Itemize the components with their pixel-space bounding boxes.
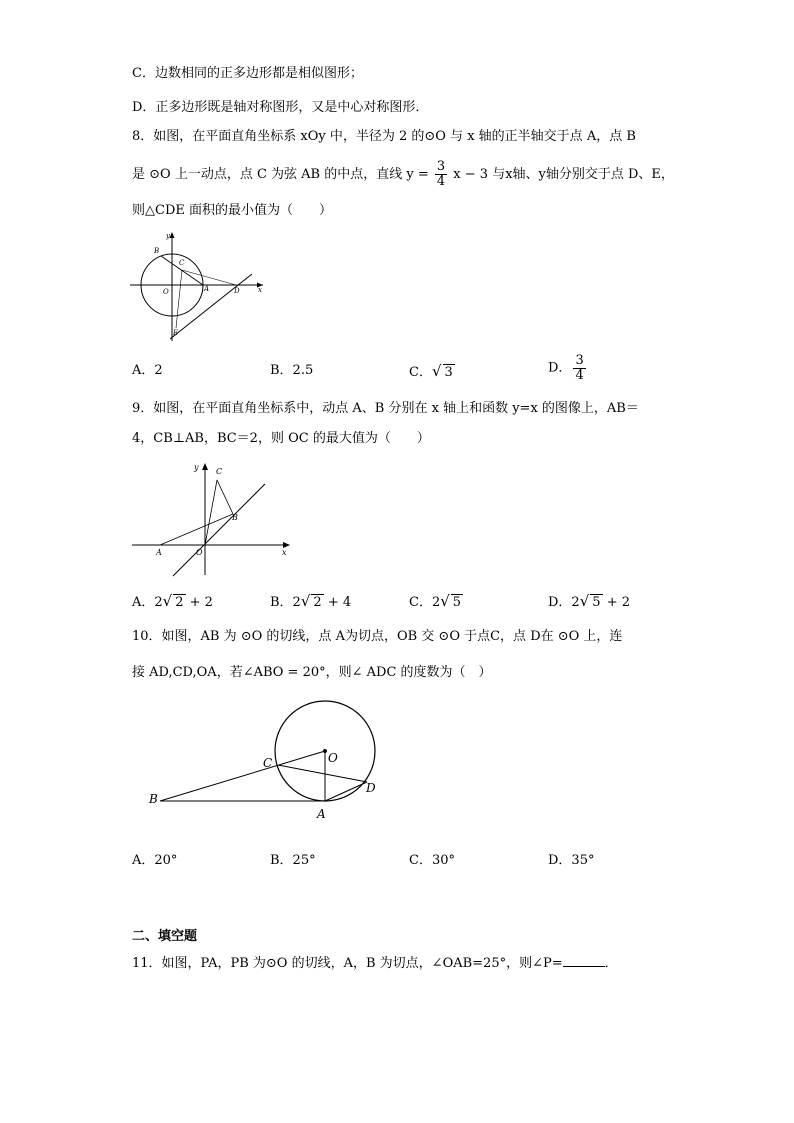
q8-option-b: B．2.5 bbox=[270, 363, 314, 378]
q8-label-y: y bbox=[166, 232, 170, 240]
q10-option-b: B．25° bbox=[270, 853, 316, 868]
q10-label-c: C bbox=[263, 756, 273, 770]
q8-option-d: D． $\frac{3}{4}$ bbox=[548, 353, 584, 383]
q8-label-b: B bbox=[154, 247, 160, 255]
q8-figure bbox=[130, 228, 270, 343]
q9-option-a: A．2√ 2 + 2 bbox=[132, 592, 213, 610]
q11-answer-blank[interactable] bbox=[563, 952, 605, 967]
q8-option-c: C．√ 3 bbox=[409, 362, 453, 380]
q8-label-x: x bbox=[258, 286, 262, 294]
q9-figure bbox=[130, 460, 295, 580]
q10-line1: 10．如图，AB 为 ⊙O 的切线，点 A为切点，OB 交 ⊙O 于点C，点 D在 ⊙O 上，连 bbox=[132, 629, 623, 644]
q10-option-d: D．35° bbox=[548, 853, 595, 868]
q8-label-o: O bbox=[163, 288, 169, 296]
q8-option-d-fraction: $\frac{3}{4}$ bbox=[575, 353, 584, 383]
q8-line3: 则△CDE 面积的最小值为（ ） bbox=[132, 203, 332, 218]
q9-label-x: x bbox=[282, 548, 287, 557]
q8-label-d: D bbox=[234, 287, 240, 295]
q9-label-a: A bbox=[156, 548, 162, 557]
q8-label-c: C bbox=[179, 259, 185, 267]
option-d-prev: D．正多边形既是轴对称图形，又是中心对称图形． bbox=[132, 100, 429, 115]
q9-label-o: O bbox=[196, 548, 203, 557]
q10-option-c: C．30° bbox=[409, 853, 455, 868]
q8-label-e: E bbox=[173, 329, 179, 337]
q9-option-b: B．2√ 2 + 4 bbox=[270, 592, 352, 610]
q9-option-c: C．2√ 5 bbox=[409, 592, 462, 610]
q9-label-y: y bbox=[194, 463, 199, 472]
q8-line1: 8．如图，在平面直角坐标系 xOy 中，半径为 2 的⊙O 与 x 轴的正半轴交于点 A，点 B bbox=[132, 129, 636, 144]
q9-label-b: B bbox=[232, 513, 238, 522]
q9-line1: 9．如图，在平面直角坐标系中，动点 A、B 分别在 x 轴上和函数 y=x 的图像上，AB＝ bbox=[132, 401, 639, 416]
q9-line2: 4，CB⊥AB，BC＝2，则 OC 的最大值为（ ） bbox=[132, 431, 430, 446]
section-fill-in-title: 二、填空题 bbox=[132, 929, 198, 944]
q10-label-o: O bbox=[328, 751, 338, 765]
q10-label-a: A bbox=[317, 807, 326, 821]
q10-line2: 接 AD,CD,OA，若∠ABO = 20°，则∠ ADC 的度数为（ ） bbox=[132, 665, 492, 680]
q8-option-a: A．2 bbox=[132, 363, 163, 378]
q8-fraction: $\frac{3}{4}$ bbox=[436, 159, 446, 189]
q11-line: 11．如图，PA，PB 为⊙O 的切线，A，B 为切点，∠OAB=25°，则∠P= ． bbox=[132, 952, 618, 975]
q10-label-d: D bbox=[366, 781, 376, 795]
option-c-prev: C．边数相同的正多边形都是相似图形； bbox=[132, 66, 363, 81]
q8-label-a: A bbox=[204, 285, 210, 293]
q10-label-b: B bbox=[149, 792, 158, 806]
q9-label-c: C bbox=[216, 467, 223, 476]
q8-line2: 是 ⊙O 上一动点，点 C 为弦 AB 的中点，直线 y = $\frac{3}{4}$ x − 3 与x轴、y轴分别交于点 D、E， bbox=[132, 159, 674, 189]
q10-figure bbox=[145, 700, 385, 825]
q9-option-d: D．2√ 5 + 2 bbox=[548, 592, 630, 610]
q10-option-a: A．20° bbox=[132, 853, 178, 868]
